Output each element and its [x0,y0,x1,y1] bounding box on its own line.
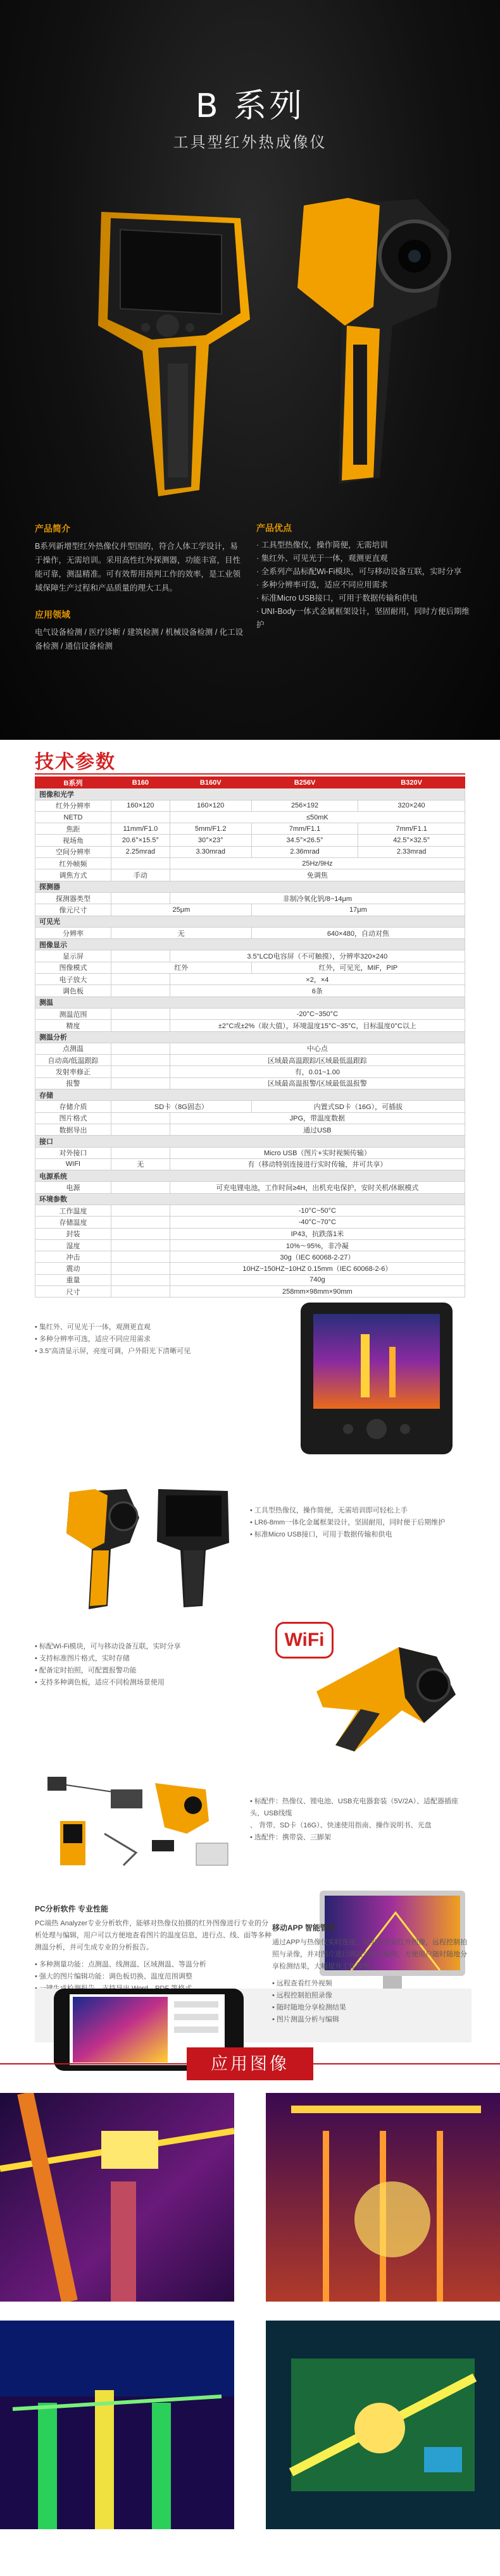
app-field-body: 电气设备检测 / 医疗诊断 / 建筑检测 / 机械设备检测 / 化工设备检测 / 通信设备检测 [35,628,244,651]
thermal-camera-side-image [278,180,462,496]
spec-value: 258mm×98mm×90mm [170,1286,465,1297]
spec-value [111,1217,170,1228]
spec-value [111,1263,170,1274]
app-body: 通过APP与热像仪实时连接，可实时查看红外图像，远程控制拍照与录像，并对图片进行测温分析与编辑，方便用户随时随地分享检测结果，大幅提升工作效率。 [272,1939,468,1970]
spec-key: 焦距 [35,823,111,835]
spec-value [111,1239,170,1251]
spec-key: 探测器类型 [35,892,111,904]
spec-value: 5mm/F1.2 [170,823,251,835]
spec-key: 对外接口 [35,1147,111,1158]
spec-value: 手动 [111,869,170,881]
spec-section-label: 图像显示 [35,939,465,950]
camera-screen-closeup-image [288,1296,465,1461]
list-item: • 强大的图片编辑功能：调色板切换、温度范围调整 [35,1973,192,1980]
spec-value [111,974,170,985]
spec-value: 无 [111,1158,170,1170]
thermal-image-3 [0,2321,234,2529]
spec-key: 点测温 [35,1043,111,1054]
spec-row [35,1158,465,1170]
spec-section-label: 图像和光学 [35,788,465,800]
mobile-app-block [272,1922,472,2026]
product-intro [35,522,244,666]
spec-row [35,835,465,846]
spec-value: 160×120 [111,800,170,811]
spec-row [35,1274,465,1285]
spec-value: -10°C~50°C [170,1205,465,1216]
spec-value [111,1043,170,1054]
pc-heading: PC分析软件 专业性能 [35,1904,109,1913]
intro-body: B系列新增型红外热像仪并型国的，符合人体工学设计，易于操作，无需培训。采用高性红外探测器，功能丰富，目性能可靠，测温精准。可有效帮用预判工作的效率，是工业领域保障生产过程和产品质量的理大工具。 [35,542,241,592]
spec-key: 震动 [35,1263,111,1274]
spec-value: SD卡（8G固态） [111,1101,252,1112]
spec-value: 红外 [111,962,252,973]
spec-value: ≤50mK [170,811,465,823]
spec-key: 电源 [35,1182,111,1193]
advantages-list [256,539,472,632]
spec-row [35,1008,465,1019]
spec-key: 显示屏 [35,950,111,962]
intro-heading: 产品简介 [35,524,70,534]
spec-row [35,950,465,962]
spec-value [111,950,170,962]
spec-section-row [35,1031,465,1043]
spec-value [111,892,170,904]
spec-row [35,823,465,835]
list-item: 、 背带、SD卡（16G）、快速使用指南、操作说明书、光盘 [250,1822,432,1829]
spec-value: 17μm [251,904,465,916]
spec-key: 调色板 [35,985,111,997]
spec-row [35,1251,465,1263]
feature-list-body [250,1505,472,1541]
spec-row [35,1077,465,1089]
spec-header-cell: B160V [170,777,251,788]
spec-value: 通过USB [170,1124,465,1135]
spec-value: 可充电锂电池，工作时间≥4H，出机充电保护，安时关机/休眠模式 [170,1182,465,1193]
spec-key: 工作温度 [35,1205,111,1216]
spec-header-cell: B320V [358,777,465,788]
spec-row [35,1124,465,1135]
list-item: • 图片测温分析与编辑 [272,2016,339,2023]
spec-key: NETD [35,811,111,823]
feature-list-wifi [35,1641,244,1689]
spec-value: 7mm/F1.1 [358,823,465,835]
spec-value: Micro USB（图片+实时视频传输） [170,1147,465,1158]
list-item: • 标配Wi-Fi模块，可与移动设备互联，实时分享 [35,1643,181,1650]
spec-key: 湿度 [35,1239,111,1251]
list-item: • 多种分辨率可选，适应不同应用需求 [35,1335,151,1343]
spec-section-label: 测温 [35,997,465,1008]
spec-row [35,1043,465,1054]
list-item: • 随时随地分享检测结果 [272,2004,346,2011]
spec-value: 20.6°×15.5° [111,835,170,846]
spec-value: 25Hz/9Hz [170,858,465,869]
list-item: • 支持多种调色板，适应不同检测场景使用 [35,1679,165,1686]
spec-value: 无 [111,927,252,938]
hero-section [0,0,500,740]
spec-row [35,1112,465,1124]
spec-section-label: 探测器 [35,881,465,892]
spec-value: 红外，可见光，MIF，PIP [251,962,465,973]
spec-section-row [35,1193,465,1205]
app-heading: 移动APP 智能管理 [272,1923,335,1932]
spec-value: 256×192 [251,800,358,811]
spec-value: 有，0.01~1.00 [170,1066,465,1077]
spec-row [35,1020,465,1031]
spec-row [35,1263,465,1274]
product-advantages [256,522,472,632]
spec-key: 调焦方式 [35,869,111,881]
spec-row [35,904,465,916]
spec-key: 图片格式 [35,1112,111,1124]
spec-value: 中心点 [170,1043,465,1054]
list-item: · 集红外、可见光于一体，观测更直观 [256,554,388,563]
spec-row [35,869,465,881]
spec-value [111,811,170,823]
spec-value: 640×480，自动对焦 [251,927,465,938]
spec-row [35,858,465,869]
spec-value: 42.5°×32.5° [358,835,465,846]
spec-value [111,1286,170,1297]
spec-value: ±2°C或±2%（取大值），环境温度15°C~35°C，目标温度0°C以上 [170,1020,465,1031]
hero-title: B 系列 [195,87,305,125]
spec-section-row [35,1136,465,1147]
spec-section-row [35,939,465,950]
spec-key: 报警 [35,1077,111,1089]
spec-value: 34.5°×26.5° [251,835,358,846]
spec-header-cell: B256V [251,777,358,788]
spec-value: 10%～95%，非冷凝 [170,1239,465,1251]
list-item: · 全系列产品标配Wi-Fi模块，可与移动设备互联，实时分享 [256,567,462,576]
list-item: · 多种分辨率可选，适应不同应用需求 [256,580,388,589]
advantages-heading: 产品优点 [256,523,292,533]
spec-value [111,1124,170,1135]
spec-section-row [35,916,465,927]
application-banner: 应用图像 [187,2047,313,2080]
spec-value [111,985,170,997]
spec-section-label: 可见光 [35,916,465,927]
spec-value [111,1055,170,1066]
spec-key: 封装 [35,1228,111,1239]
spec-row [35,1101,465,1112]
list-item: • 选配件：携带袋、三脚架 [250,1834,331,1841]
app-field-heading: 应用领域 [35,610,70,620]
accessories-image [35,1764,244,1878]
list-item: • LR6-8mm一体化金属框架设计，坚固耐用，同时便于后期维护 [250,1519,446,1526]
spec-value: 3.5"LCD电容屏（不可触摸），分辨率320×240 [170,950,465,962]
spec-value [111,858,170,869]
spec-value [111,1251,170,1263]
feature-list-display [35,1322,244,1358]
pc-body: PC端热 Analyzer专业分析软件，能够对热像仪拍摄的红外图像进行专业的分析处理与编辑，用户可以方便地查看图片的温度信息，进行点、线、面等多种测温分析，并可生成专业的分析报告。 [35,1920,272,1951]
spec-value [111,1182,170,1193]
spec-key: WIFI [35,1158,111,1170]
spec-key: 图像模式 [35,962,111,973]
spec-row [35,1055,465,1066]
spec-key: 重量 [35,1274,111,1285]
list-item: · UNI-Body一体式金属框架设计，坚固耐用，同时方便后期维护 [256,607,470,629]
spec-key: 分辨率 [35,927,111,938]
spec-value: 30g（IEC 60068-2-27） [170,1251,465,1263]
spec-title-underline [35,773,465,775]
spec-section-row [35,881,465,892]
list-item: • 远程控制拍照录像 [272,1992,332,1999]
spec-key: 存储介质 [35,1101,111,1112]
camera-back-small-image [146,1480,241,1612]
spec-row [35,927,465,938]
spec-value [111,1008,170,1019]
spec-row [35,974,465,985]
spec-value: 11mm/F1.0 [111,823,170,835]
spec-row [35,800,465,811]
spec-value: 2.25mrad [111,846,170,857]
thermal-image-1 [0,2093,234,2302]
spec-section-row [35,788,465,800]
spec-header-cell: B160 [111,777,170,788]
spec-value: 10HZ~150HZ~10HZ 0.15mm（IEC 60068-2-6） [170,1263,465,1274]
spec-value: 区域最高温报警/区域最低温报警 [170,1077,465,1089]
spec-header-cell: B系列 [35,777,111,788]
spec-section-row [35,1170,465,1182]
spec-row [35,1147,465,1158]
spec-key: 精度 [35,1020,111,1031]
spec-row [35,1217,465,1228]
list-item: • 工具型热像仪，操作简便，无需培训即可轻松上手 [250,1507,408,1514]
spec-value: 有（移动特别连接进行实时传输，并可共享） [170,1158,465,1170]
spec-value: 免调焦 [170,869,465,881]
list-item: • 配备定时拍照，可配置报警功能 [35,1667,137,1674]
spec-value [111,1205,170,1216]
spec-section-label: 接口 [35,1136,465,1147]
spec-row [35,962,465,973]
spec-value: 30°×23° [170,835,251,846]
camera-angle-image [297,1635,468,1761]
spec-key: 红外分辨率 [35,800,111,811]
spec-section-label: 电源系统 [35,1170,465,1182]
spec-value: -40°C~70°C [170,1217,465,1228]
spec-value: IP43，抗跌落1米 [170,1228,465,1239]
spec-row [35,846,465,857]
spec-section-row [35,997,465,1008]
spec-key: 红外帧频 [35,858,111,869]
spec-key: 视场角 [35,835,111,846]
spec-value [111,1077,170,1089]
spec-value: ×2，×4 [170,974,465,985]
spec-row [35,1239,465,1251]
spec-value: 内置式SD卡（16G），可插拔 [251,1101,465,1112]
spec-key: 测温范围 [35,1008,111,1019]
spec-key: 电子放大 [35,974,111,985]
spec-row [35,1205,465,1216]
spec-key: 发射率修正 [35,1066,111,1077]
spec-value: 7mm/F1.1 [251,823,358,835]
spec-row [35,1228,465,1239]
list-item: • 集红外、可见光于一体，观测更直观 [35,1323,151,1331]
spec-value [111,1020,170,1031]
spec-key: 像元尺寸 [35,904,111,916]
spec-value: 25μm [111,904,252,916]
list-item: • 远程查看红外视频 [272,1980,332,1987]
spec-value [111,1112,170,1124]
spec-key: 自动高/低温跟踪 [35,1055,111,1066]
camera-side-small-image [57,1480,152,1612]
list-item: • 标配件：热像仪、锂电池、USB充电器套装（5V/2A）、适配器插座头、USB线缆 [250,1798,458,1817]
spec-value: 6条 [170,985,465,997]
list-item: · 工具型热像仪，操作简便，无需培训 [256,541,388,549]
spec-value [111,1066,170,1077]
spec-header-row [35,777,465,788]
spec-key: 空间分辨率 [35,846,111,857]
spec-section-label: 环境参数 [35,1193,465,1205]
app-feature-list [272,1978,472,2026]
spec-row [35,1182,465,1193]
spec-value: JPG，带温度数据 [170,1112,465,1124]
spec-value: 160×120 [170,800,251,811]
spec-section-row [35,1089,465,1101]
spec-value: 320×240 [358,800,465,811]
spec-row [35,892,465,904]
spec-key: 数据导出 [35,1124,111,1135]
thermal-camera-front-image [82,199,272,503]
spec-value [111,1274,170,1285]
spec-key: 存储温度 [35,1217,111,1228]
spec-value: 740g [170,1274,465,1285]
spec-value: 2.33mrad [358,846,465,857]
spec-title: 技术参数 [35,752,116,773]
spec-value: 2.36mrad [251,846,358,857]
spec-table [35,776,465,1297]
spec-value: 区域最高温跟踪/区域最低温跟踪 [170,1055,465,1066]
spec-section-label: 测温分析 [35,1031,465,1043]
spec-value: -20°C~350°C [170,1008,465,1019]
spec-row [35,1066,465,1077]
spec-value [111,1147,170,1158]
spec-key: 冲击 [35,1251,111,1263]
spec-value: 非制冷氧化钒/8~14μm [170,892,465,904]
spec-value: 3.30mrad [170,846,251,857]
spec-row [35,985,465,997]
list-item: · 标准Micro USB接口，可用于数据传输和供电 [256,594,418,603]
list-item: • 标准Micro USB接口，可用于数据传输和供电 [250,1531,392,1538]
wifi-label: WiFi [284,1629,325,1650]
list-item: • 多种测量功能：点测温、线测温、区域测温、等温分析 [35,1961,206,1968]
hero-subtitle: 工具型红外热成像仪 [173,134,327,151]
spec-key: 尺寸 [35,1286,111,1297]
list-item: • 支持标准图片格式，实时存储 [35,1655,130,1662]
list-item: • 3.5"高清显示屏，亮度可调，户外阳光下清晰可见 [35,1347,191,1355]
spec-value [111,1228,170,1239]
spec-row [35,811,465,823]
spec-section-label: 存储 [35,1089,465,1101]
thermal-image-2 [266,2093,500,2302]
thermal-image-4 [266,2321,500,2529]
accessories-list [250,1796,472,1844]
